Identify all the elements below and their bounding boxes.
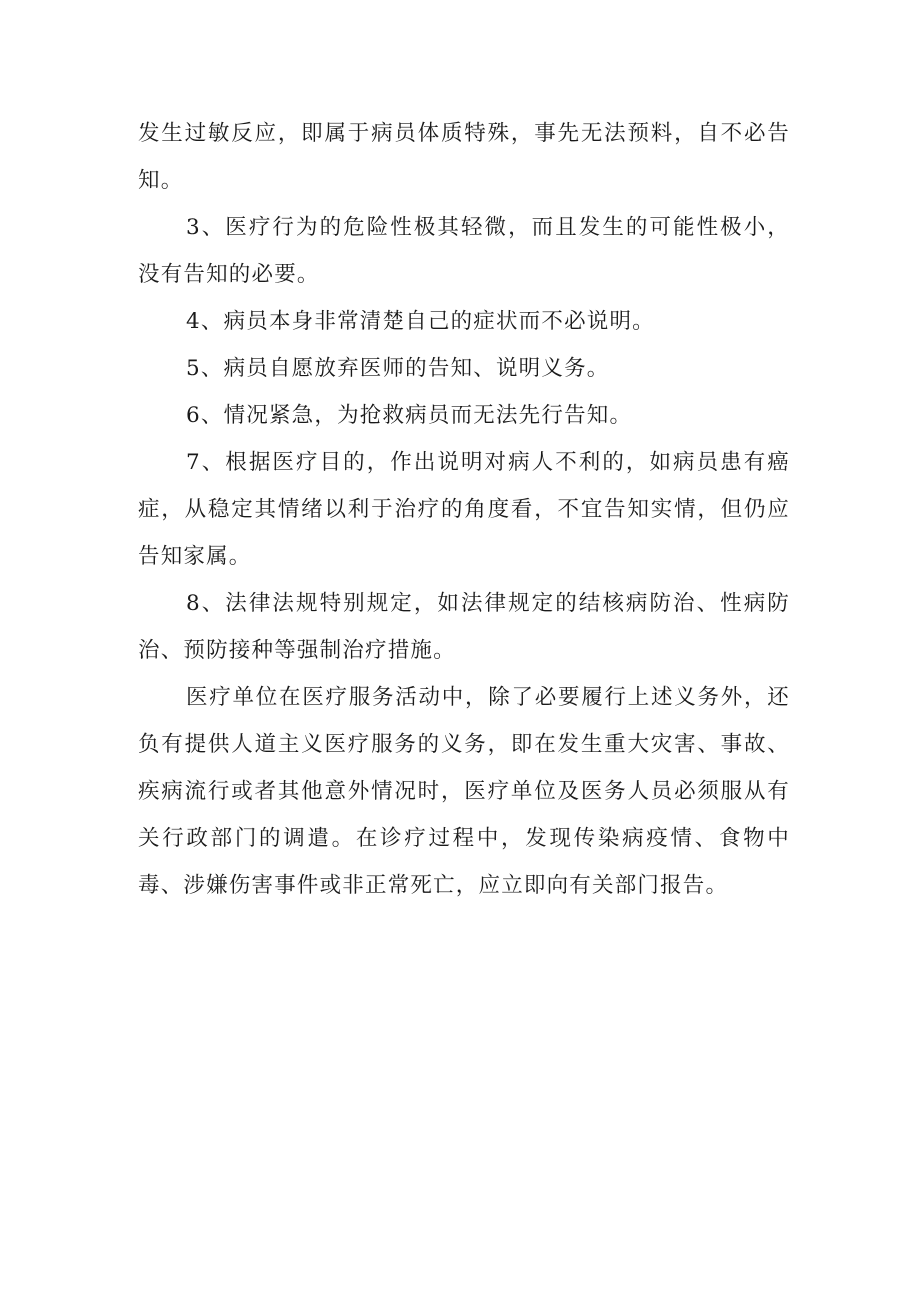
document-body — [138, 110, 790, 909]
paragraph-item-8: 8、法律法规特别规定，如法律规定的结核病防治、性病防治、预防接种等强制治疗措施。 — [138, 591, 790, 663]
paragraph-item-7: 7、根据医疗目的，作出说明对病人不利的，如病员患有癌症，从稳定其情绪以利于治疗的角度看，不宜告知实情，但仍应告知家属。 — [138, 450, 790, 569]
paragraph-item-4: 4、病员本身非常清楚自己的症状而不必说明。 — [186, 309, 655, 334]
paragraph-continuation: 发生过敏反应，即属于病员体质特殊，事先无法预料，自不必告知。 — [138, 121, 790, 193]
paragraph-humanitarian-duty: 医疗单位在医疗服务活动中，除了必要履行上述义务外，还负有提供人道主义医疗服务的义务，即在发生重大灾害、事故、疾病流行或者其他意外情况时，医疗单位及医务人员必须服从有关行政部门的调遣。在诊疗过程中，发现传染病疫情、食物中毒、涉嫌伤害事件或非正常死亡，应立即向有关部门报告。 — [138, 685, 790, 898]
paragraph-item-6: 6、情况紧急，为抢救病员而无法先行告知。 — [186, 403, 633, 428]
paragraph-item-5: 5、病员自愿放弃医师的告知、说明义务。 — [186, 356, 610, 381]
paragraph-item-3: 3、医疗行为的危险性极其轻微，而且发生的可能性极小，没有告知的必要。 — [138, 215, 790, 287]
